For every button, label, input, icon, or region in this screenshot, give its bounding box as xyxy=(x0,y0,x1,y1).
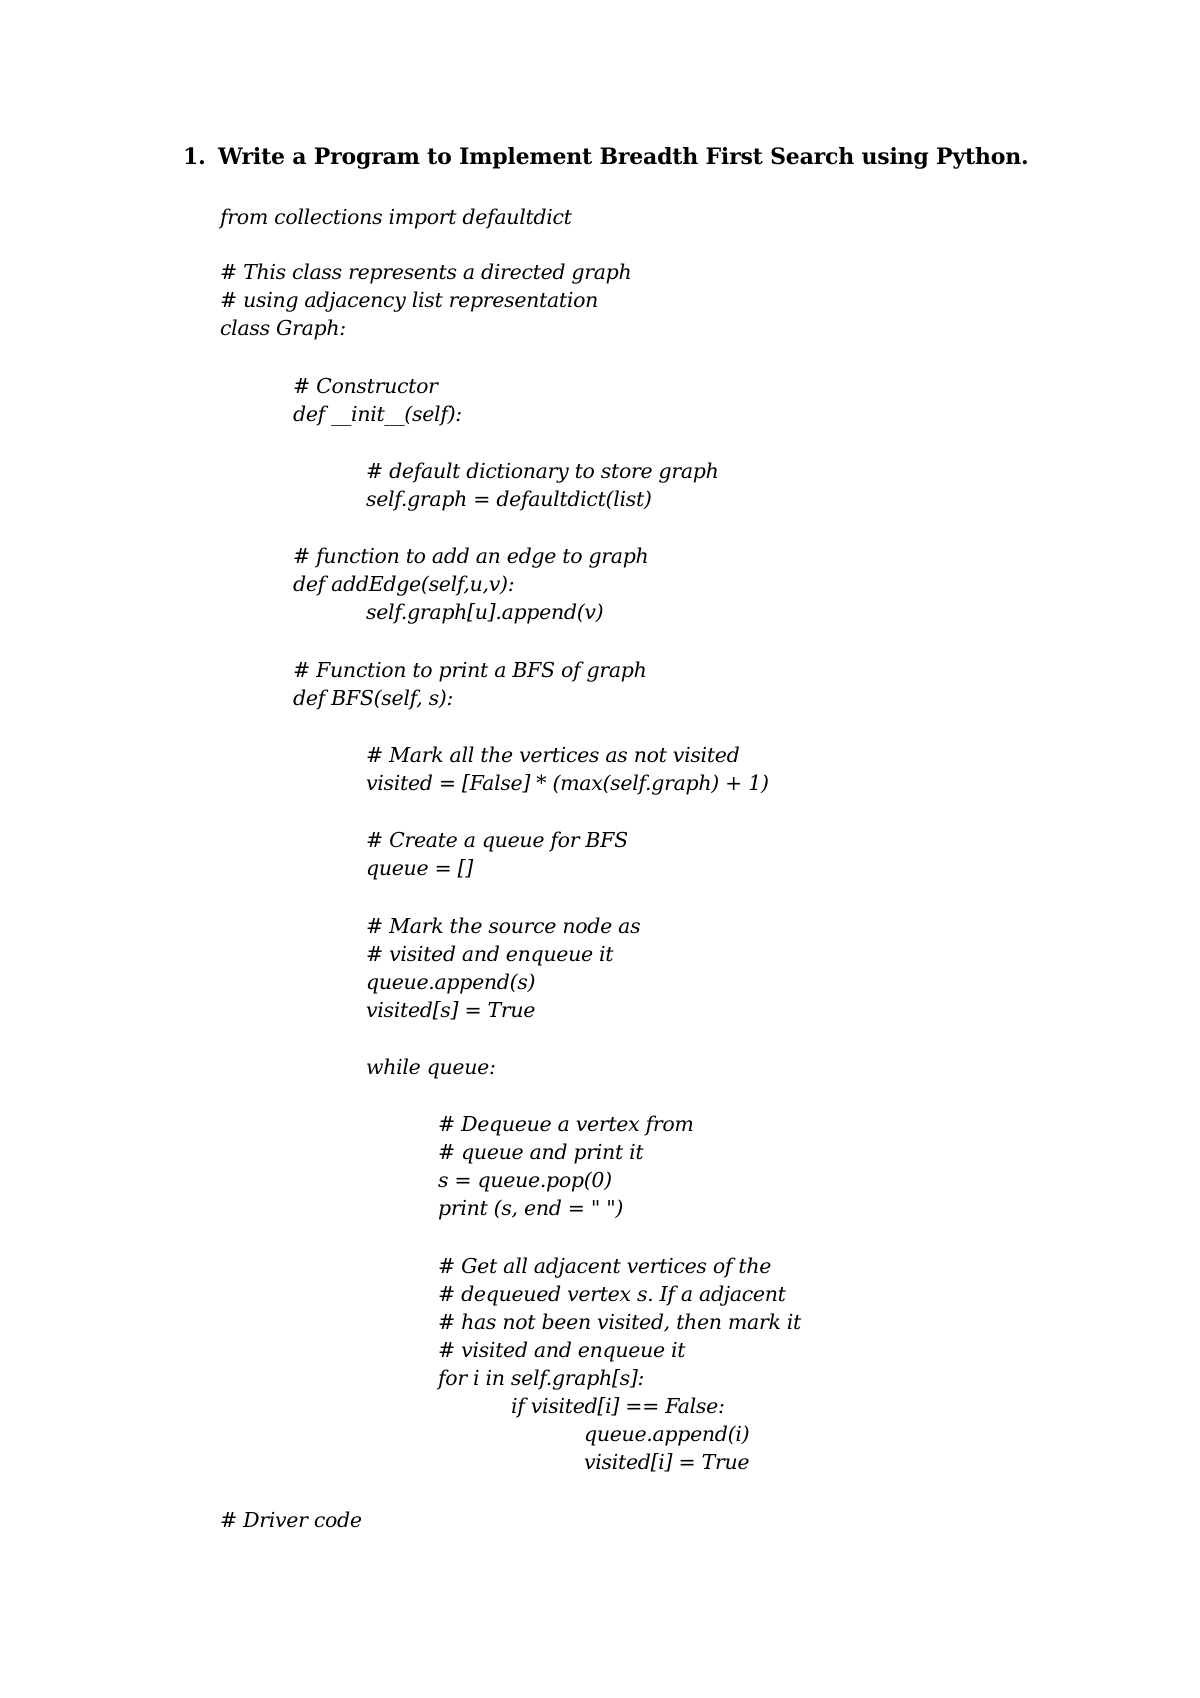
code-comment: # Create a queue for BFS xyxy=(366,828,628,852)
code-comment: # visited and enqueue it xyxy=(366,942,614,966)
code-comment: # Mark all the vertices as not visited xyxy=(366,743,740,767)
code-line: class Graph: xyxy=(220,316,346,340)
code-comment: # Constructor xyxy=(293,374,438,398)
code-comment: # Function to print a BFS of graph xyxy=(293,658,647,682)
code-line: def __init__(self): xyxy=(293,402,462,426)
code-line: self.graph = defaultdict(list) xyxy=(366,487,652,511)
code-comment: # Dequeue a vertex from xyxy=(438,1112,694,1136)
question-title: Write a Program to Implement Breadth First Search using Python. xyxy=(218,144,1029,170)
code-line: queue = [] xyxy=(366,856,473,880)
code-comment: # This class represents a directed graph xyxy=(220,260,632,284)
code-line: queue.append(s) xyxy=(366,970,536,994)
code-line: visited[s] = True xyxy=(366,998,536,1022)
code-line: while queue: xyxy=(366,1055,496,1079)
code-line: def BFS(self, s): xyxy=(293,686,454,710)
code-comment: # function to add an edge to graph xyxy=(293,544,649,568)
code-comment: # queue and print it xyxy=(438,1140,644,1164)
code-comment: # using adjacency list representation xyxy=(220,288,599,312)
code-line: print (s, end = " ") xyxy=(438,1196,624,1220)
question-heading xyxy=(183,144,1028,170)
code-line: if visited[i] == False: xyxy=(511,1394,725,1418)
code-comment: # dequeued vertex s. If a adjacent xyxy=(438,1282,786,1306)
code-line: self.graph[u].append(v) xyxy=(366,600,604,624)
code-comment: # has not been visited, then mark it xyxy=(438,1310,801,1334)
code-comment: # Driver code xyxy=(220,1508,362,1532)
code-comment: # visited and enqueue it xyxy=(438,1338,686,1362)
code-line: for i in self.graph[s]: xyxy=(438,1366,645,1390)
code-comment: # Get all adjacent vertices of the xyxy=(438,1254,772,1278)
code-line: s = queue.pop(0) xyxy=(438,1168,612,1192)
code-line: visited[i] = True xyxy=(584,1450,750,1474)
code-line: from collections import defaultdict xyxy=(220,205,572,229)
question-number: 1. xyxy=(183,144,206,170)
code-comment: # Mark the source node as xyxy=(366,914,641,938)
code-comment: # default dictionary to store graph xyxy=(366,459,719,483)
code-line: def addEdge(self,u,v): xyxy=(293,572,515,596)
code-line: visited = [False] * (max(self.graph) + 1) xyxy=(366,771,769,795)
code-line: queue.append(i) xyxy=(584,1422,750,1446)
